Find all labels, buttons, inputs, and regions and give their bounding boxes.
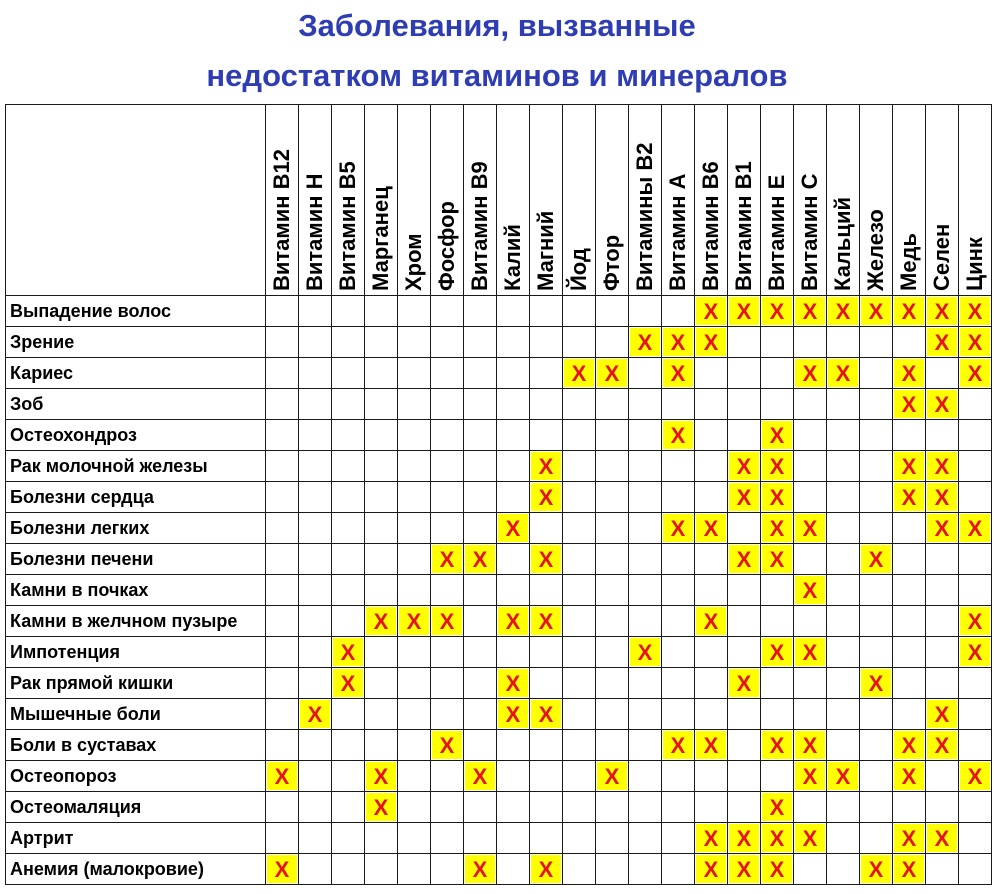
deficiency-mark: X xyxy=(927,328,957,356)
deficiency-mark: X xyxy=(267,855,297,883)
column-separator xyxy=(991,104,992,885)
column-header: Витамин Е xyxy=(763,174,789,291)
deficiency-mark: X xyxy=(696,607,726,635)
deficiency-mark: X xyxy=(927,452,957,480)
deficiency-mark: X xyxy=(696,731,726,759)
row-label: Анемия (малокровие) xyxy=(10,859,204,879)
deficiency-mark: X xyxy=(663,328,693,356)
deficiency-mark: X xyxy=(762,545,792,573)
deficiency-mark: X xyxy=(465,855,495,883)
row-label: Рак прямой кишки xyxy=(10,673,174,693)
column-separator xyxy=(925,104,926,885)
deficiency-mark: X xyxy=(729,855,759,883)
deficiency-mark: X xyxy=(564,359,594,387)
row-label: Камни в желчном пузыре xyxy=(10,611,238,631)
deficiency-mark: X xyxy=(894,452,924,480)
column-header: Железо xyxy=(862,209,888,291)
deficiency-mark: X xyxy=(498,607,528,635)
deficiency-mark: X xyxy=(531,700,561,728)
deficiency-mark: X xyxy=(762,421,792,449)
deficiency-mark: X xyxy=(399,607,429,635)
deficiency-mark: X xyxy=(663,359,693,387)
deficiency-mark: X xyxy=(531,483,561,511)
column-separator xyxy=(496,104,497,885)
column-header: Селен xyxy=(928,223,954,291)
deficiency-mark: X xyxy=(696,855,726,883)
deficiency-mark: X xyxy=(597,762,627,790)
deficiency-mark: X xyxy=(894,855,924,883)
row-label: Боли в суставах xyxy=(10,735,157,755)
deficiency-mark: X xyxy=(960,297,990,325)
deficiency-mark: X xyxy=(300,700,330,728)
column-header: Калий xyxy=(499,224,525,291)
row-separator xyxy=(5,388,992,389)
deficiency-mark: X xyxy=(762,793,792,821)
deficiency-mark: X xyxy=(861,669,891,697)
deficiency-mark: X xyxy=(531,452,561,480)
deficiency-mark: X xyxy=(960,359,990,387)
row-label: Болезни легких xyxy=(10,518,150,538)
deficiency-mark: X xyxy=(795,297,825,325)
column-header: Витамины B2 xyxy=(631,142,657,291)
deficiency-mark: X xyxy=(927,731,957,759)
deficiency-mark: X xyxy=(894,483,924,511)
row-label: Камни в почках xyxy=(10,580,149,600)
deficiency-mark: X xyxy=(531,607,561,635)
deficiency-mark: X xyxy=(762,483,792,511)
deficiency-mark: X xyxy=(663,421,693,449)
column-header: Фосфор xyxy=(433,201,459,291)
deficiency-mark: X xyxy=(366,607,396,635)
deficiency-mark: X xyxy=(927,700,957,728)
deficiency-mark: X xyxy=(729,452,759,480)
column-header: Медь xyxy=(895,232,921,291)
deficiency-mark: X xyxy=(267,762,297,790)
deficiency-mark: X xyxy=(894,762,924,790)
deficiency-mark: X xyxy=(960,514,990,542)
column-header: Марганец xyxy=(367,186,393,291)
column-header: Витамин В6 xyxy=(697,161,723,291)
row-label: Мышечные боли xyxy=(10,704,161,724)
page-title-line-2: недостатком витаминов и минералов xyxy=(206,58,788,93)
column-separator xyxy=(958,104,959,885)
deficiency-mark: X xyxy=(630,328,660,356)
deficiency-mark: X xyxy=(795,359,825,387)
deficiency-mark: X xyxy=(828,359,858,387)
deficiency-mark: X xyxy=(597,359,627,387)
column-separator xyxy=(562,104,563,885)
deficiency-mark: X xyxy=(696,297,726,325)
deficiency-mark: X xyxy=(366,793,396,821)
row-label: Зрение xyxy=(10,332,75,352)
deficiency-mark: X xyxy=(465,545,495,573)
column-header: Цинк xyxy=(961,237,987,291)
deficiency-mark: X xyxy=(630,638,660,666)
deficiency-mark: X xyxy=(498,669,528,697)
table-border-left xyxy=(5,104,6,885)
column-header: Магний xyxy=(532,210,558,291)
column-header: Хром xyxy=(400,233,426,291)
row-separator xyxy=(5,357,992,358)
deficiency-mark: X xyxy=(432,731,462,759)
deficiency-mark: X xyxy=(861,545,891,573)
deficiency-mark: X xyxy=(894,297,924,325)
deficiency-mark: X xyxy=(927,824,957,852)
row-label: Зоб xyxy=(10,394,44,414)
deficiency-mark: X xyxy=(960,762,990,790)
row-label: Выпадение волос xyxy=(10,301,171,321)
deficiency-mark: X xyxy=(828,762,858,790)
deficiency-mark: X xyxy=(663,514,693,542)
row-label: Остеопороз xyxy=(10,766,117,786)
column-header: Йод xyxy=(565,248,591,291)
deficiency-mark: X xyxy=(960,328,990,356)
column-header: Витамин С xyxy=(796,173,822,291)
deficiency-mark: X xyxy=(762,452,792,480)
deficiency-mark: X xyxy=(531,545,561,573)
deficiency-mark: X xyxy=(795,824,825,852)
deficiency-mark: X xyxy=(960,638,990,666)
column-separator xyxy=(892,104,893,885)
deficiency-mark: X xyxy=(432,607,462,635)
deficiency-mark: X xyxy=(762,731,792,759)
deficiency-mark: X xyxy=(432,545,462,573)
deficiency-mark: X xyxy=(762,638,792,666)
column-separator xyxy=(595,104,596,885)
deficiency-mark: X xyxy=(696,328,726,356)
deficiency-mark: X xyxy=(927,297,957,325)
deficiency-mark: X xyxy=(927,390,957,418)
deficiency-mark: X xyxy=(894,824,924,852)
deficiency-mark: X xyxy=(894,731,924,759)
deficiency-mark: X xyxy=(762,855,792,883)
deficiency-mark: X xyxy=(762,514,792,542)
row-separator xyxy=(5,791,992,792)
column-header: Витамин Н xyxy=(301,173,327,291)
column-header: Витамин В1 xyxy=(730,161,756,291)
deficiency-mark: X xyxy=(366,762,396,790)
table-border-top xyxy=(5,104,992,105)
deficiency-mark: X xyxy=(531,855,561,883)
column-header: Витамин B12 xyxy=(268,149,294,291)
deficiency-mark: X xyxy=(795,576,825,604)
deficiency-mark: X xyxy=(498,700,528,728)
deficiency-mark: X xyxy=(498,514,528,542)
deficiency-mark: X xyxy=(927,514,957,542)
row-label: Остеохондроз xyxy=(10,425,137,445)
deficiency-mark: X xyxy=(795,762,825,790)
deficiency-mark: X xyxy=(795,731,825,759)
page-title-line-1: Заболевания, вызванные xyxy=(298,8,696,43)
deficiency-mark: X xyxy=(861,297,891,325)
deficiency-mark: X xyxy=(333,669,363,697)
deficiency-mark: X xyxy=(696,824,726,852)
column-header: Витамин B9 xyxy=(466,161,492,291)
row-label: Рак молочной железы xyxy=(10,456,208,476)
row-label: Кариес xyxy=(10,363,74,383)
deficiency-mark: X xyxy=(894,359,924,387)
deficiency-mark: X xyxy=(795,638,825,666)
deficiency-mark: X xyxy=(861,855,891,883)
deficiency-mark: X xyxy=(729,483,759,511)
deficiency-mark: X xyxy=(762,824,792,852)
deficiency-mark: X xyxy=(333,638,363,666)
row-label: Болезни сердца xyxy=(10,487,154,507)
deficiency-mark: X xyxy=(696,514,726,542)
row-separator xyxy=(5,419,992,420)
deficiency-mark: X xyxy=(795,514,825,542)
deficiency-mark: X xyxy=(465,762,495,790)
deficiency-mark: X xyxy=(729,824,759,852)
deficiency-mark: X xyxy=(729,297,759,325)
deficiency-mark: X xyxy=(762,297,792,325)
row-label: Остеомаляция xyxy=(10,797,142,817)
deficiency-mark: X xyxy=(960,607,990,635)
deficiency-mark: X xyxy=(894,390,924,418)
row-label: Артрит xyxy=(10,828,74,848)
column-separator xyxy=(397,104,398,885)
column-header: Витамин А xyxy=(664,173,690,291)
deficiency-mark: X xyxy=(828,297,858,325)
column-header: Витамин B5 xyxy=(334,161,360,291)
row-label: Болезни печени xyxy=(10,549,154,569)
deficiency-mark: X xyxy=(927,483,957,511)
column-header: Фтор xyxy=(598,234,624,291)
row-label: Импотенция xyxy=(10,642,121,662)
row-separator xyxy=(5,822,992,823)
deficiency-mark: X xyxy=(729,545,759,573)
column-header: Кальций xyxy=(829,196,855,291)
deficiency-mark: X xyxy=(663,731,693,759)
deficiency-mark: X xyxy=(729,669,759,697)
